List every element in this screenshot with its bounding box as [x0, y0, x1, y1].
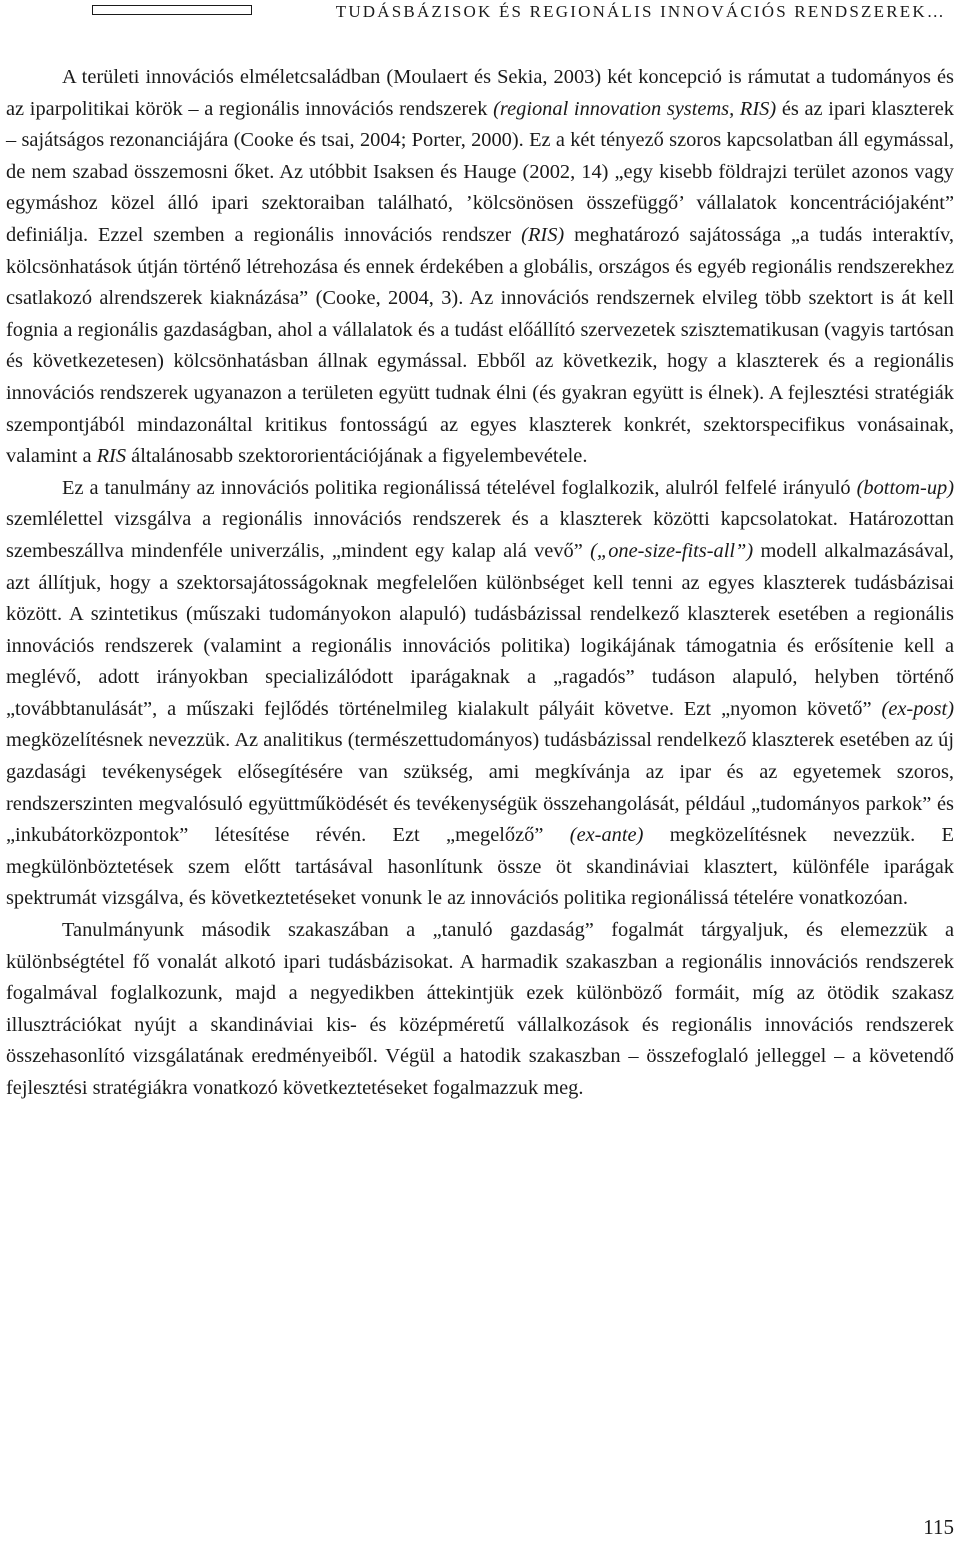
page-number: 115 [923, 1515, 954, 1539]
paragraph [6, 473, 954, 915]
text-run: szemlélettel vizsgálva a regionális innovációs rendszerek és a klaszterek közötti kapcsolatokat. Határozottan szembeszállva mindenféle univerzális, „mindent egy kalap alá vevő” [6, 508, 954, 562]
italic-term: (bottom-up) [856, 476, 954, 499]
text-run: modell alkalmazásával, azt állítjuk, hogy a szektorsajátosságoknak megfelelően különbséget kell tenni az egyes klaszterek tudásbázisai között. A szintetikus (műszaki tudományokon alapuló) tudásbázissal rendelkező klaszterek esetében a regionális innovációs rendszerek (valamint a regionális innovációs politika) logikájának támogatnia és erősítenie kell a meglévő, adott irányokban specializálódott iparágaknak a „ragadós” tudáson alapuló, helyben történő „továbbtanulását”, a műszaki fejlődés történelmileg kialakult pályáit követve. Ezt „nyomon követő” [6, 539, 954, 720]
text-run: megközelítésnek nevezzük. Az analitikus (természettudományos) tudásbázissal rendelkező klaszterek esetében az új gazdasági tevékenységek elősegítésére van szükség, ami megkívánja az ipar és az egyetemek szoros, rendszerszinten megvalósuló együttműködését és tevékenységük összehangolását, például „tudományos parkok” és „inkubátorközpontok” létesítése révén. Ezt „megelőző” [6, 729, 954, 847]
italic-term: RIS [96, 445, 127, 468]
article-body [6, 62, 954, 1105]
italic-term: (ex-ante) [569, 824, 644, 847]
running-head-title: TUDÁSBÁZISOK ÉS REGIONÁLIS INNOVÁCIÓS RENDSZEREK… [335, 2, 946, 21]
text-run: A területi innovációs elméletcsaládban (Moulaert és Sekia, 2003) két koncepció is rámutat a tudományos és az iparpolitikai körök – a regionális innovációs rendszerek [6, 66, 954, 120]
text-run: és az ipari klaszterek – sajátságos rezonanciájára (Cooke és tsai, 2004; Porter, 2000). Ez a két tényező szoros kapcsolatban áll egymással, de nem szabad összemosni őket. Az utóbbit Isaksen és Hauge (2002, 14) „egy kisebb földrajzi terület azonos vagy egymáshoz közel álló ipari szektoraiban található, ’kölcsönösen összefüggő’ vállalatok koncentrációjaként” definiálja. Ezzel szemben a regionális innovációs rendszer [6, 97, 954, 246]
text-run: meghatározó sajátossága „a tudás interaktív, kölcsönhatások útján történő létrehozása és ennek érdekében a globális, országos és egyéb regionális rendszerekhez csatlakozó alrendszerek kiaknázása” (Cooke, 2004, 3). Az innovációs rendszernek elvileg több szektort is át kell fognia a regionális gazdaságban, ahol a vállalatok és a tudást előállító szervezetek szisztematikusan (vagyis tartósan és következetesen) kölcsönhatásban állnak egymással. Ebből az következik, hogy a klaszterek és a regionális innovációs rendszerek ugyanazon a területen együtt tudnak élni (és gyakran együtt is élnek). A fejlesztési stratégiák szempontjából mindazonáltal kritikus fontosságú az egyes klaszterek konkrét, szektorspecifikus vonásainak, valamint a [6, 223, 954, 468]
running-header [0, 0, 960, 26]
paragraph [6, 62, 954, 473]
text-run: megközelítésnek nevezzük. E megkülönböztetések szem előtt tartásával hasonlítunk össze öt skandináviai klasztert, különféle iparágak spektrumát vizsgálva, és következtetéseket vonunk le az innovációs politika regionálissá tételére vonatkozóan. [6, 824, 954, 910]
italic-term: (ex-post) [881, 697, 954, 720]
italic-term: (regional innovation systems, RIS) [493, 97, 777, 120]
text-run: Ez a tanulmány az innovációs politika regionálissá tételével foglalkozik, alulról felfelé irányuló [62, 476, 857, 499]
italic-term: („one-size-fits-all”) [590, 539, 754, 562]
italic-term: (RIS) [521, 223, 565, 246]
paragraph [6, 915, 954, 1105]
text-run: általánosabb szektororientációjának a figyelembevétele. [126, 445, 588, 468]
header-ornament-box [92, 5, 252, 15]
text-run: Tanulmányunk második szakaszában a „tanuló gazdaság” fogalmát tárgyaljuk, és elemezzük a különbségtétel fő vonalát alkotó ipari tudásbázisokat. A harmadik szakaszban a regionális innovációs rendszerek fogalmával foglalkozunk, majd a negyedikben áttekintjük ezek különböző formáit, míg az ötödik szakasz illusztrációkat nyújt a skandináviai kis- és középméretű vállalkozások és regionális innovációs rendszerek összehasonlító vizsgálatának eredményeiből. Végül a hatodik szakaszban – összefoglaló jelleggel – a követendő fejlesztési stratégiákra vonatkozó következtetéseket fogalmazzuk meg. [6, 919, 954, 1099]
